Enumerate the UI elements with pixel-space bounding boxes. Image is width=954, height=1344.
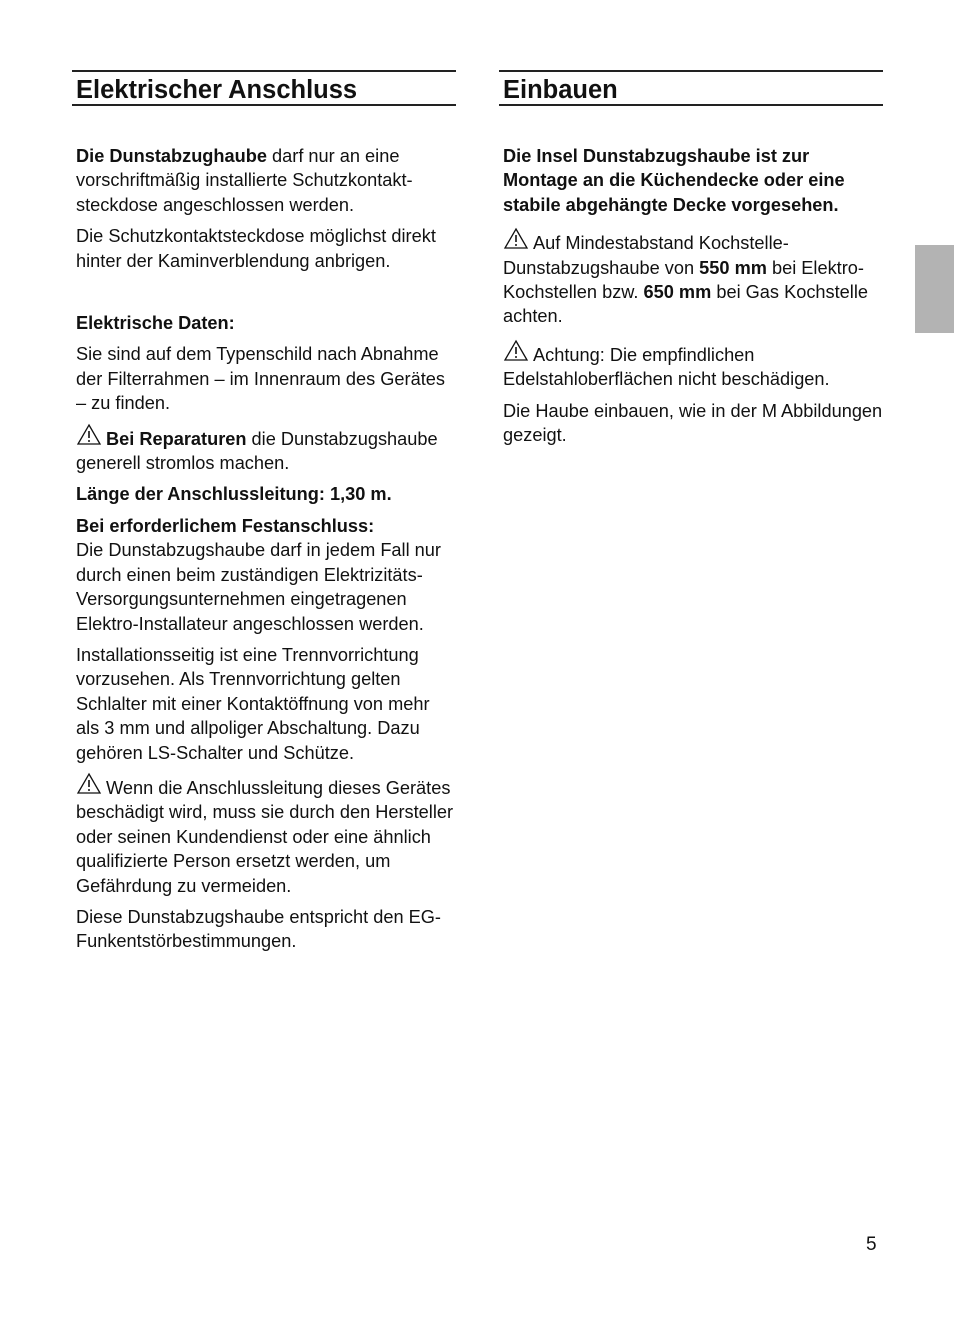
section-heading: Einbauen (499, 70, 883, 106)
warning-paragraph (76, 423, 456, 476)
paragraph-text: Die Dunstabzugshaube darf in jedem Fall nur durch einen beim zuständigen Elektrizitäts-Versorgungsunternehmen eingetragenen Elektro-Installateur angeschlossen werden. (76, 540, 441, 634)
warning-paragraph (503, 227, 883, 329)
bold-term: Die Dunstabzughaube (76, 146, 267, 166)
warning-triangle-icon (503, 227, 529, 250)
section-body (72, 144, 456, 954)
paragraph (76, 514, 456, 636)
paragraph-text: darf nur an eine vorschriftmäßig installierte Schutzkontakt-steckdose angeschlossen werden. (76, 146, 413, 215)
side-tab-marker (915, 245, 954, 333)
paragraph-text: die Dunstabzugshaube generell stromlos machen. (76, 428, 438, 474)
paragraph: Sie sind auf dem Typenschild nach Abnahme der Filterrahmen – im Innenraum des Gerätes – zu finden. (76, 344, 445, 414)
paragraph-text: bei Elektro-Kochstellen bzw. (503, 257, 864, 303)
paragraph-text: Achtung: Die empfindlichen Edelstahloberflächen nicht beschädigen. (503, 344, 830, 390)
bold-term: Bei Reparaturen (106, 428, 247, 449)
section-heading: Elektrischer Anschluss (72, 70, 456, 106)
paragraph-text: Wenn die Anschlussleitung dieses Gerätes beschädigt wird, muss sie durch den Hersteller oder seinen Kundendienst oder eine ähnlich qualifizierte Person ersetzt werden, um Gefährdung zu vermeiden. (76, 777, 454, 896)
distance-gas: 650 mm (643, 282, 712, 303)
paragraph: Installationsseitig ist eine Trennvorrichtung vorzusehen. Als Trennvorrichtung gelten Schlalter mit einer Kontaktöffnung von mehr als 3 mm und allpoliger Abschaltung. Dazu gehören LS-Schalter und Schütze. (76, 644, 430, 763)
distance-electric: 550 mm (699, 257, 767, 278)
section-body (499, 144, 883, 447)
warning-triangle-icon (76, 772, 102, 795)
section-electrical-connection (72, 70, 456, 961)
section-installation (499, 70, 883, 454)
warning-triangle-icon (76, 423, 102, 446)
subheading-fixed-connection: Bei erforderlichem Festanschluss: (76, 515, 375, 536)
paragraph (76, 144, 456, 217)
paragraph: Diese Dunstabzugshaube entspricht den EG-Funkentstörbestimmungen. (76, 906, 441, 952)
paragraph: Die Haube einbauen, wie in der M Abbildungen gezeigt. (503, 400, 883, 446)
paragraph: Die Schutzkontaktsteckdose möglichst direkt hinter der Kaminverblendung anbrigen. (76, 226, 436, 271)
warning-paragraph (76, 772, 456, 898)
cable-length: Länge der Anschlussleitung: 1,30 m. (76, 484, 392, 505)
warning-triangle-icon (503, 339, 529, 362)
page-number: 5 (866, 1234, 877, 1255)
intro-paragraph: Die Insel Dunstabzugshaube ist zur Montage an die Küchendecke oder eine stabile abgehängte Decke vorgesehen. (503, 146, 845, 215)
paragraph-text: Auf Mindestabstand Kochstelle-Dunstabzugshaube von (503, 233, 789, 278)
paragraph-text: bei Gas Kochstelle achten. (503, 282, 868, 327)
subheading-electrical-data: Elektrische Daten: (76, 313, 235, 334)
warning-paragraph (503, 339, 883, 392)
